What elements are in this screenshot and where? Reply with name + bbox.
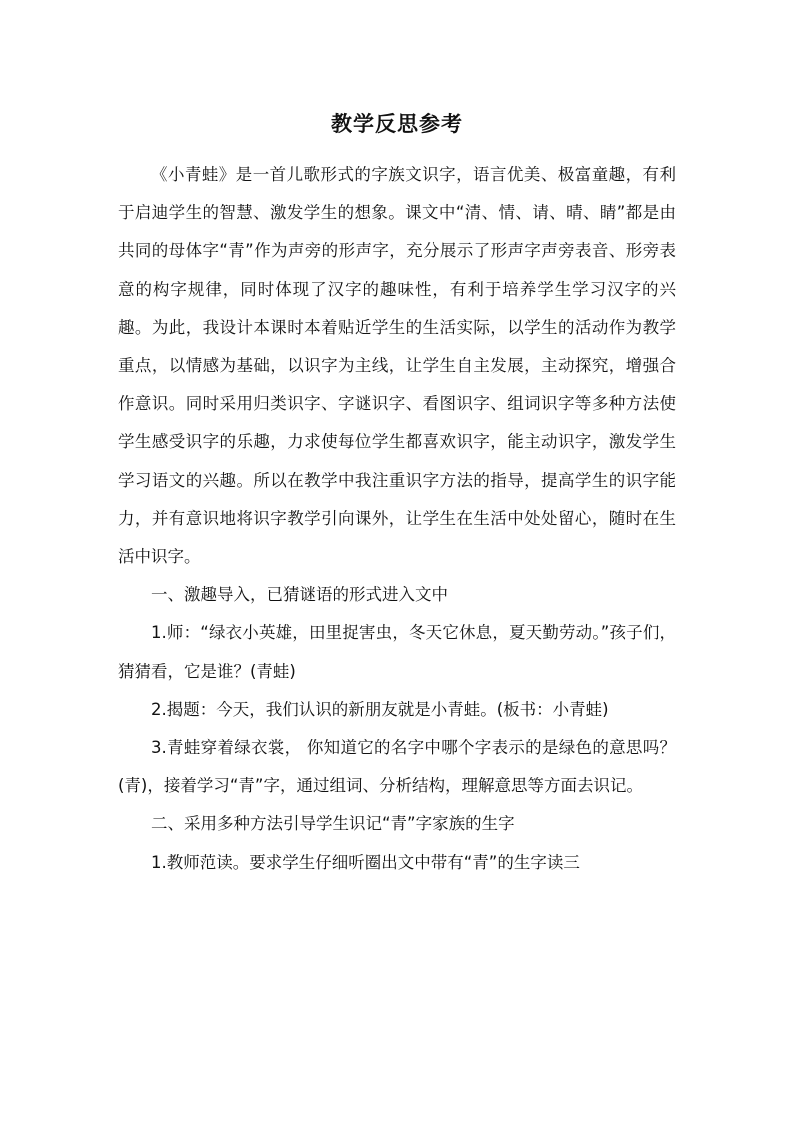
section-heading-2: 二、采用多种方法引导学生识记“青”字家族的生字 bbox=[151, 814, 515, 834]
paragraph-intro: 《小青蛙》是一首儿歌形式的字族文识字，语言优美、极富童趣，有利于启迪学生的智慧、激发学生的想象。课文中“清、情、请、晴、睛”都是由共同的母体字“青”作为声旁的形声字，充分展示了形声字声旁表音、形旁表意的构字规律，同时体现了汉字的趣味性，有利于培养学生学习汉字的兴趣。为此，我设计本课时本着贴近学生的生活实际，以学生的活动作为教学重点，以情感为基础，以识字为主线，让学生自主发展，主动探究，增强合作意识。同时采用归类识字、字谜识字、看图识字、组词识字等多种方法使学生感受识字的乐趣，力求使每位学生都喜欢识字，能主动识字，激发学生学习语文的兴趣。所以在教学中我注重识字方法的指导，提高学生的识字能力，并有意识地将识字教学引向课外，让学生在生活中处处留心，随时在生活中识字。 bbox=[118, 165, 676, 567]
list-item-1-2: 2.揭题：今天，我们认识的新朋友就是小青蛙。(板书：小青蛙) bbox=[151, 699, 609, 719]
list-item-2-1: 1.教师范读。要求学生仔细听圈出文中带有“青”的生字读三 bbox=[151, 852, 580, 872]
section-heading-1: 一、激趣导入，已猜谜语的形式进入文中 bbox=[151, 585, 448, 605]
page-title: 教学反思参考 bbox=[331, 112, 463, 136]
list-item-1-1: 1.师：“绿衣小英雄，田里捉害虫，冬天它休息，夏天勤劳动。”孩子们，猜猜看，它是谁？(青蛙) bbox=[118, 623, 676, 681]
body-text bbox=[118, 156, 676, 882]
list-item-1-3: 3.青蛙穿着绿衣裳， 你知道它的名字中哪个字表示的是绿色的意思吗？(青)，接着学习“青”字，通过组词、分析结构，理解意思等方面去识记。 bbox=[118, 738, 676, 796]
